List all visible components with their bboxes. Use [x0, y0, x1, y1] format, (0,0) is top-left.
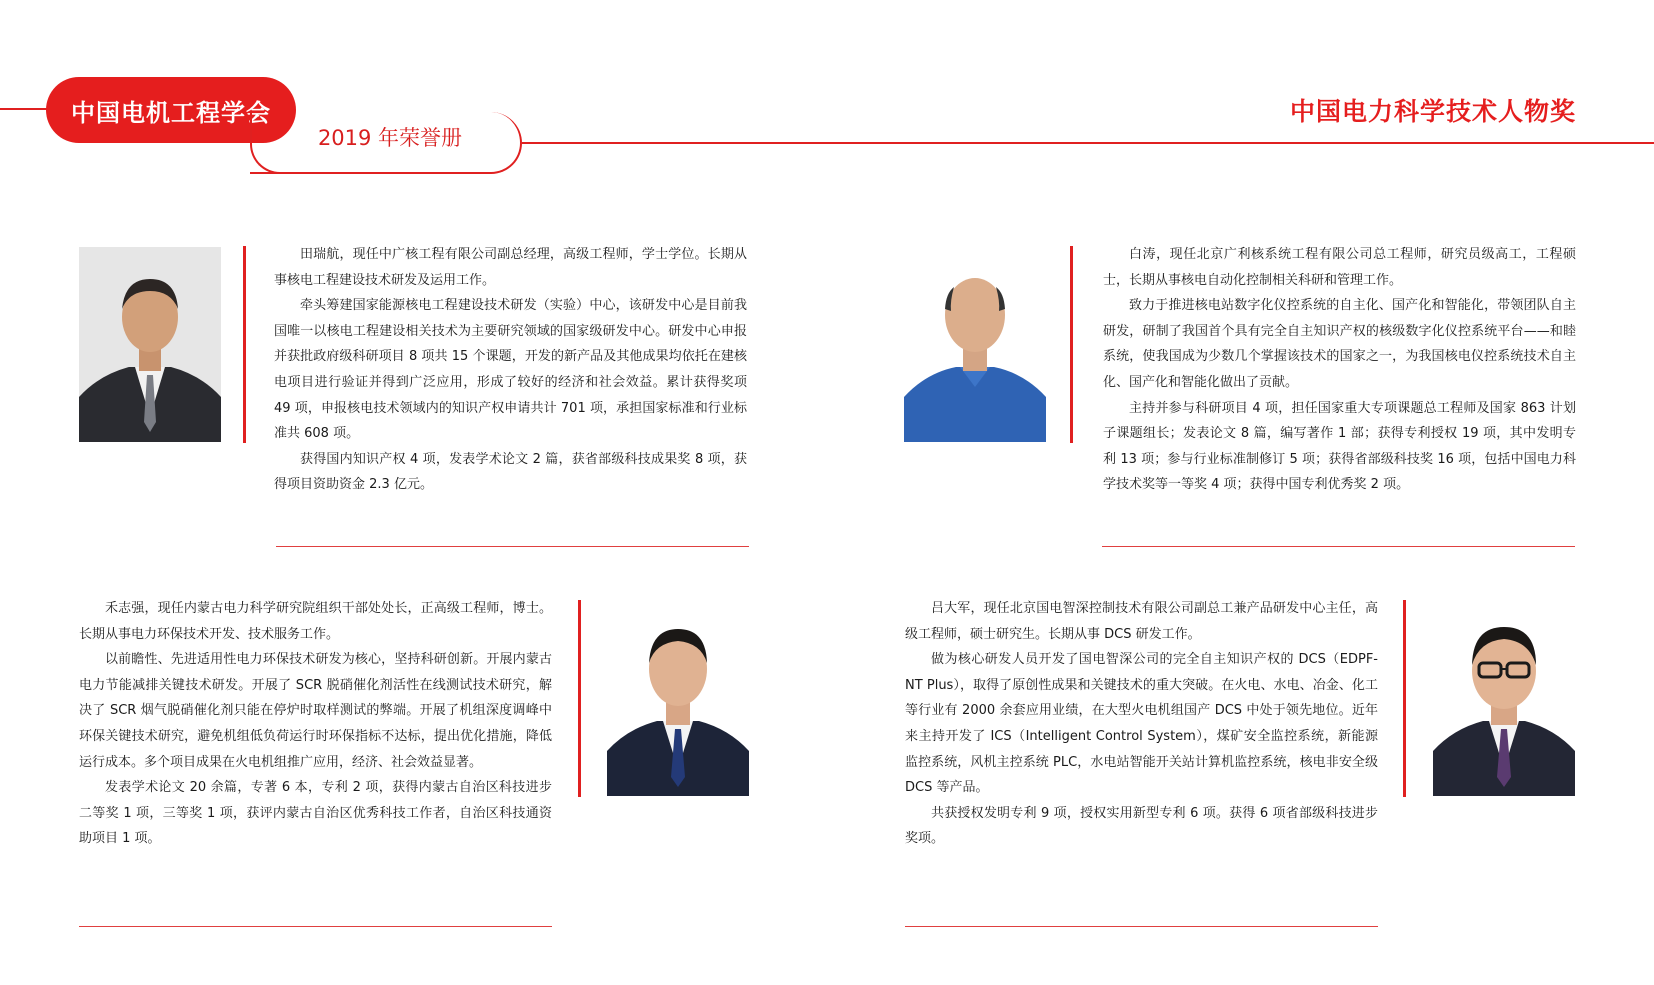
bio-text-4 — [905, 596, 1378, 852]
bio-divider-3 — [578, 600, 581, 797]
award-title: 中国电力科学技术人物奖 — [1289, 97, 1576, 126]
bio-text-3 — [79, 596, 552, 852]
bio-divider-4 — [1403, 600, 1406, 797]
society-name: 中国电机工程学会 — [71, 98, 271, 127]
portrait-man-glasses-icon — [1433, 601, 1575, 796]
portrait-man-suit-white-icon — [607, 601, 749, 796]
bio-paragraph: 主持并参与科研项目 4 项，担任国家重大专项课题总工程师及国家 863 计划子课题组长；发表论文 8 篇，编写著作 1 部；获得专利授权 19 项，其中发明专利 13 项；参与行业标准制修订 5 项；获得省部级科技奖 16 项，包括中国电力科学技术奖等一等奖 4 项；获得中国专利优秀奖 2 项。 — [1103, 400, 1576, 493]
bio-paragraph: 禾志强，现任内蒙古电力科学研究院组织干部处处长，正高级工程师，博士。长期从事电力环保技术开发、技术服务工作。 — [79, 601, 552, 642]
portrait-photo-3 — [607, 601, 749, 796]
bio-divider-2 — [1070, 246, 1073, 443]
section-rule-1 — [276, 546, 749, 547]
bio-paragraph: 白涛，现任北京广利核系统工程有限公司总工程师，研究员级高工，工程硕士，长期从事核电自动化控制相关科研和管理工作。 — [1103, 247, 1576, 288]
portrait-photo-4 — [1433, 601, 1575, 796]
bio-paragraph: 做为核心研发人员开发了国电智深公司的完全自主知识产权的 DCS（EDPF-NT Plus），取得了原创性成果和关键技术的重大突破。在火电、水电、冶金、化工等行业有 2000 余套应用业绩，在大型火电机组国产 DCS 中处于领先地位。近年来主持开发了 ICS（Intelligent Control System），煤矿安全监控系统，新能源监控系统，风机主控系统 PLC，水电站智能开关站计算机监控系统，核电非安全级 DCS 等产品。 — [905, 652, 1378, 796]
portrait-photo-2 — [904, 247, 1046, 442]
section-rule-4 — [905, 926, 1378, 927]
bio-paragraph: 田瑞航，现任中广核工程有限公司副总经理，高级工程师，学士学位。长期从事核电工程建设技术研发及运用工作。 — [274, 247, 747, 288]
bio-paragraph: 牵头筹建国家能源核电工程建设技术研发（实验）中心，该研发中心是目前我国唯一以核电工程建设相关技术为主要研究领域的国家级研发中心。研发中心申报并获批政府级科研项目 8 项共 15 个课题，开发的新产品及其他成果均依托在建核电项目进行验证并得到广泛应用，形成了较好的经济和社会效益。累计获得奖项 49 项，申报核电技术领域内的知识产权申请共计 701 项，承担国家标准和行业标准共 608 项。 — [274, 298, 747, 442]
year-book-label: 2019 年荣誉册 — [317, 126, 463, 150]
bio-paragraph: 获得国内知识产权 4 项，发表学术论文 2 篇，获省部级科技成果奖 8 项，获得项目资助资金 2.3 亿元。 — [274, 451, 747, 493]
bio-paragraph: 以前瞻性、先进适用性电力环保技术研发为核心，坚持科研创新。开展内蒙古电力节能减排关键技术研发。开展了 SCR 脱硝催化剂活性在线测试技术研究，解决了 SCR 烟气脱硝催化剂只能在停炉时取样测试的弊端。开展了机组深度调峰中环保关键技术研究，避免机组低负荷运行时环保指标不达标，提出优化措施，降低运行成本。多个项目成果在火电机组推广应用，经济、社会效益显著。 — [79, 652, 552, 770]
bio-paragraph: 致力于推进核电站数字化仪控系统的自主化、国产化和智能化，带领团队自主研发，研制了我国首个具有完全自主知识产权的核级数字化仪控系统平台——和睦系统，使我国成为少数几个掌握该技术的国家之一，为我国核电仪控系统技术自主化、国产化和智能化做出了贡献。 — [1103, 298, 1576, 390]
bio-paragraph: 共获授权发明专利 9 项，授权实用新型专利 6 项。获得 6 项省部级科技进步奖项。 — [905, 805, 1378, 847]
bio-text-2 — [1103, 242, 1576, 498]
portrait-man-suit-gray-icon — [79, 247, 221, 442]
portrait-photo-1 — [79, 247, 221, 442]
bio-divider-1 — [243, 246, 246, 443]
bio-text-1 — [274, 242, 747, 498]
header-rule-right — [522, 142, 1654, 144]
bio-paragraph: 发表学术论文 20 余篇，专著 6 本，专利 2 项，获得内蒙古自治区科技进步二等奖 1 项，三等奖 1 项，获评内蒙古自治区优秀科技工作者，自治区科技通资助项目 1 项。 — [79, 780, 552, 847]
section-rule-2 — [1102, 546, 1575, 547]
bio-paragraph: 吕大军，现任北京国电智深控制技术有限公司副总工兼产品研发中心主任，高级工程师，硕士研究生。长期从事 DCS 研发工作。 — [905, 601, 1378, 642]
portrait-man-blue-shirt-icon — [904, 247, 1046, 442]
section-rule-3 — [79, 926, 552, 927]
